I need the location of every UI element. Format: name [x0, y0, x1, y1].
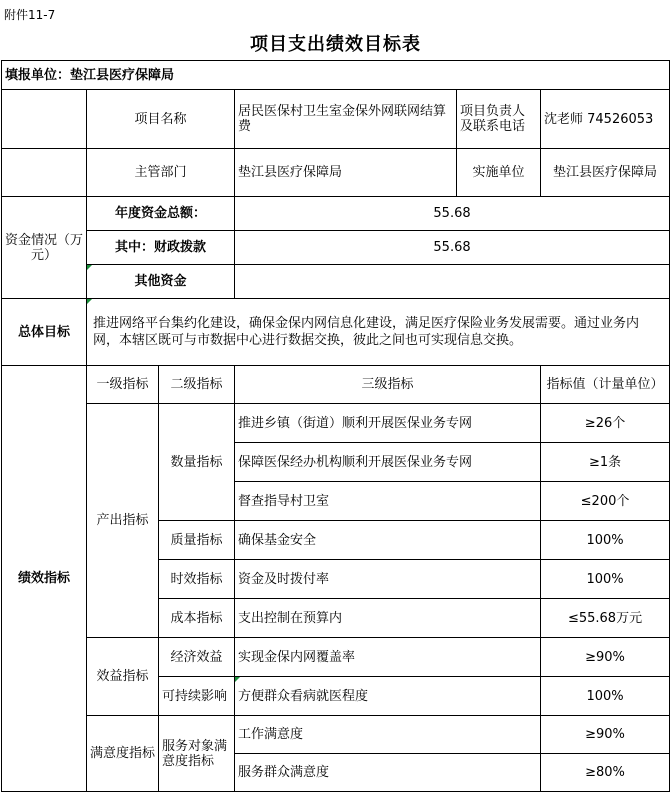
header-level1: 一级指标 — [87, 366, 159, 404]
funds-finance-value: 55.68 — [235, 231, 670, 265]
level3-value: ≤55.68万元 — [541, 599, 670, 638]
page-title: 项目支出绩效目标表 — [250, 34, 421, 55]
reporting-unit: 填报单位：垫江县医疗保障局 — [2, 61, 670, 90]
level3-item: 保障医保经办机构顺利开展医保业务专网 — [235, 443, 541, 482]
perf-label: 绩效指标 — [2, 366, 87, 792]
level3-item: 推进乡镇（街道）顺利开展医保业务专网 — [235, 404, 541, 443]
level2-time: 时效指标 — [159, 560, 235, 599]
level3-item: 督查指导村卫室 — [235, 482, 541, 521]
level3-item: 服务群众满意度 — [235, 754, 541, 792]
header-level2: 二级指标 — [159, 366, 235, 404]
annex-label: 附件11-7 — [4, 8, 56, 22]
project-name: 居民医保村卫生室金保外网联网结算费 — [235, 90, 457, 149]
level2-economic: 经济效益 — [159, 638, 235, 677]
level2-quantity: 数量指标 — [159, 404, 235, 521]
level3-item: 确保基金安全 — [235, 521, 541, 560]
level1-benefit: 效益指标 — [87, 638, 159, 716]
level3-value: ≥90% — [541, 716, 670, 754]
funds-total-value: 55.68 — [235, 197, 670, 231]
header-level3: 三级指标 — [235, 366, 541, 404]
funds-other-value — [235, 265, 670, 299]
goal-text: 推进网络平台集约化建设，确保金保内网信息化建设，满足医疗保险业务发展需要。通过业务内网，本辖区既可与市数据中心进行数据交换，彼此之间也可实现信息交换。 — [87, 299, 670, 366]
funds-label: 资金情况（万元） — [2, 197, 87, 299]
level1-satisfaction: 满意度指标 — [87, 716, 159, 792]
performance-table — [1, 60, 670, 792]
level3-item: 工作满意度 — [235, 716, 541, 754]
level1-output: 产出指标 — [87, 404, 159, 638]
level2-service: 服务对象满意度指标 — [159, 716, 235, 792]
goal-label: 总体目标 — [2, 299, 87, 366]
level3-value: ≤200个 — [541, 482, 670, 521]
level3-value: ≥80% — [541, 754, 670, 792]
funds-total-label: 年度资金总额： — [87, 197, 235, 231]
level3-value: ≥26个 — [541, 404, 670, 443]
contact-value: 沈老师 74526053 — [541, 90, 670, 149]
level3-value: 100% — [541, 677, 670, 716]
funds-other-label: 其他资金 — [87, 265, 235, 299]
contact-label: 项目负责人及联系电话 — [457, 90, 541, 149]
impl-label: 实施单位 — [457, 149, 541, 197]
header-value: 指标值（计量单位） — [541, 366, 670, 404]
level2-sustain: 可持续影响 — [159, 677, 235, 716]
level3-item: 资金及时拨付率 — [235, 560, 541, 599]
level3-value: 100% — [541, 560, 670, 599]
level3-value: 100% — [541, 521, 670, 560]
level2-cost: 成本指标 — [159, 599, 235, 638]
dept-label: 主管部门 — [87, 149, 235, 197]
funds-finance-label: 其中：财政拨款 — [87, 231, 235, 265]
impl-value: 垫江县医疗保障局 — [541, 149, 670, 197]
level3-value: ≥90% — [541, 638, 670, 677]
level2-quality: 质量指标 — [159, 521, 235, 560]
level3-item: 实现金保内网覆盖率 — [235, 638, 541, 677]
dept-value: 垫江县医疗保障局 — [235, 149, 457, 197]
project-name-label: 项目名称 — [87, 90, 235, 149]
level3-item: 支出控制在预算内 — [235, 599, 541, 638]
level3-item: 方便群众看病就医程度 — [235, 677, 541, 716]
level3-value: ≥1条 — [541, 443, 670, 482]
